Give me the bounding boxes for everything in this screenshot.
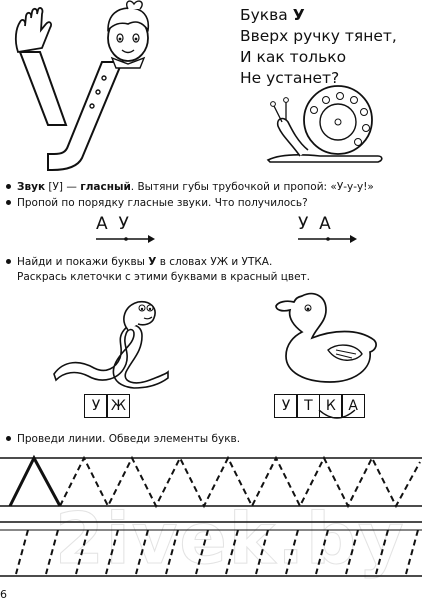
sound-letter: А xyxy=(319,214,331,234)
vowel-label: гласный xyxy=(80,181,131,193)
sound-label: Звук xyxy=(17,181,46,193)
instruction-trace-lines xyxy=(6,432,240,446)
sound-pair-au xyxy=(96,214,129,234)
letter-cell[interactable]: К xyxy=(319,394,343,418)
sound-pair-ua xyxy=(298,214,331,234)
sound-dash: — xyxy=(63,181,81,193)
tracing-worksheet xyxy=(0,448,422,588)
syllable-arc-icon xyxy=(317,408,357,422)
sound-letter: У xyxy=(118,214,129,234)
sound-letter: А xyxy=(96,214,108,234)
poem-line-1-prefix: Буква xyxy=(240,6,293,24)
snake-icon xyxy=(50,290,170,390)
poem xyxy=(240,5,397,89)
sound-letter: У xyxy=(298,214,309,234)
letter-cell[interactable]: Ж xyxy=(106,394,130,418)
instruction-find-letters xyxy=(6,255,272,269)
poem-line-3: И как только xyxy=(240,48,347,66)
letter-cell[interactable]: Т xyxy=(296,394,320,418)
word-uzh xyxy=(84,394,129,418)
page-number: 6 xyxy=(0,588,7,601)
poem-line-4: Не устанет? xyxy=(240,69,340,87)
sing-instruction-text: Пропой по порядку гласные звуки. Что получилось? xyxy=(17,197,308,209)
bullet-icon xyxy=(6,200,11,205)
sound-instruction-rest: . Вытяни губы трубочкой и пропой: «У-у-у!» xyxy=(130,181,374,193)
poem-line-1-letter: У xyxy=(292,6,305,24)
letter-cell[interactable]: У xyxy=(84,394,108,418)
poem-line-2: Вверх ручку тянет, xyxy=(240,27,397,45)
find-text-1: Найди и покажи буквы xyxy=(17,256,149,268)
letter-u-character-icon xyxy=(0,0,160,175)
instruction-color-cells: Раскрась клеточки с этими буквами в красный цвет. xyxy=(17,271,310,283)
bullet-icon xyxy=(6,259,11,264)
snail-icon xyxy=(260,82,390,166)
arrow-icon xyxy=(96,234,156,244)
trace-text: Проведи линии. Обведи элементы букв. xyxy=(17,433,241,445)
letter-cell[interactable]: У xyxy=(274,394,298,418)
letter-cell[interactable]: А xyxy=(341,394,365,418)
find-letter: У xyxy=(148,256,157,268)
bullet-icon xyxy=(6,436,11,441)
duck-icon xyxy=(272,288,382,388)
instruction-sing xyxy=(6,196,308,210)
bullet-icon xyxy=(6,184,11,189)
watermark: 2ivek.by xyxy=(55,498,406,580)
arrow-icon xyxy=(298,234,358,244)
instruction-sound xyxy=(6,180,374,194)
find-text-2: в словах УЖ и УТКА. xyxy=(156,256,273,268)
sound-bracket: [У] xyxy=(48,181,64,193)
